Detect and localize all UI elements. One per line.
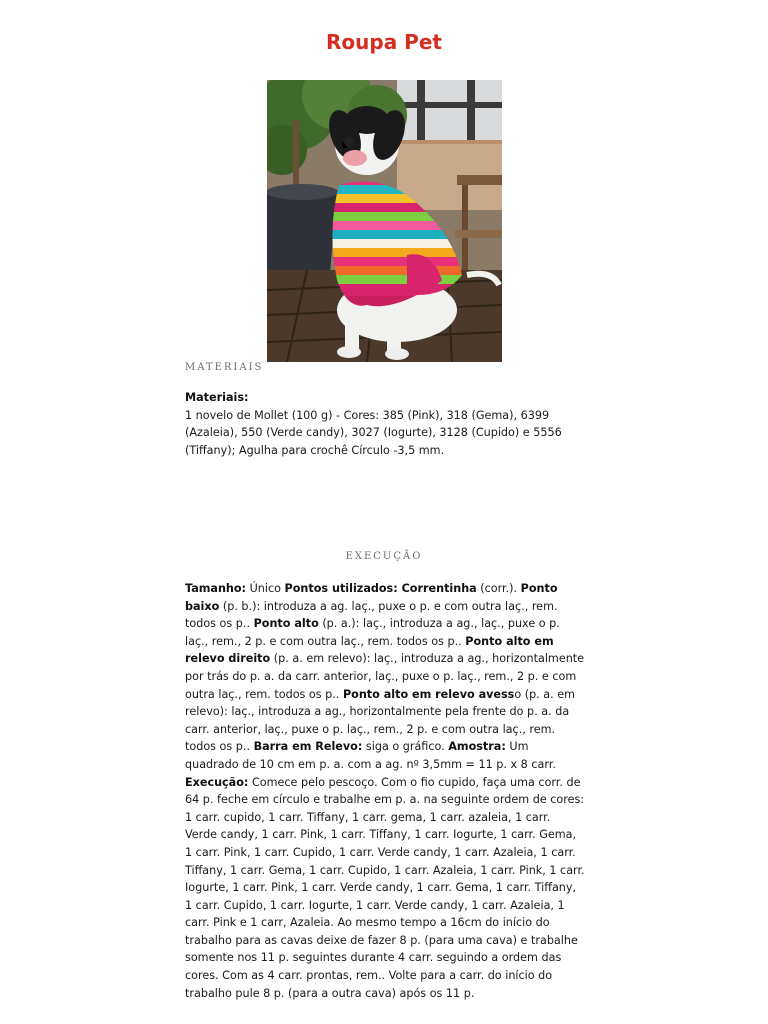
execution-run: Único (246, 582, 285, 595)
execution-run: Comece pelo pescoço. Com o fio cupido, faça uma corr. de 64 p. feche em círculo e trabalhe em p. a. na seguinte ordem de cores: 1 carr. cupido, 1 carr. Tiffany, 1 carr. gema, 1 carr. azaleia, 1 carr. Verde candy, 1 carr. Pink, 1 carr. Tiffany, 1 carr. Iogurte, 1 carr. Gema, 1 carr. Pink, 1 carr. Cupido, 1 carr. Verde candy, 1 carr. Azaleia, 1 carr. Tiffany, 1 carr. Gema, 1 carr. Cupido, 1 carr. Azaleia, 1 carr. Pink, 1 carr. Iogurte, 1 carr. Pink, 1 carr. Verde candy, 1 carr. Gema, 1 carr. Tiffany, 1 carr. Cupido, 1 carr. Iogurte, 1 carr. Verde candy, 1 carr. Azaleia, 1 carr. Pink e 1 carr, Azaleia. Ao mesmo tempo a 16cm do início do trabalho para as cavas deixe de fazer 8 p. (para uma cava) e trabalhe somente nos 11 p. seguintes durante 4 carr. seguindo a ordem das cores. Com as 4 carr. prontas, rem.. Volte para a carr. do início do trabalho pule 8 p. (para a outra cava) após os 11 p. (185, 775, 585, 1000)
execution-run: (p. b.): introduza a ag. laç., puxe o p. e com outra laç., rem. todos os p.. (185, 599, 558, 631)
execution-run: (p. a.): laç., introduza a ag., laç., puxe o p. laç., rem., 2 p. e com outra laç., rem. todos os p.. (185, 617, 560, 648)
execution-section-label: EXECUÇÃO (345, 551, 423, 562)
page-title: Roupa Pet (326, 30, 442, 54)
execution-term: Ponto alto em relevo avess (342, 687, 515, 701)
materials-heading: Materiais: (185, 391, 249, 404)
materials-section-label: MATERIAIS (185, 362, 264, 373)
execution-text (185, 580, 585, 1002)
execution-run: o (p. a. em relevo): laç., introduza a ag., horizontalmente pela frente do p. a. da carr. anterior, laç., puxe o p. laç., rem., 2 p. e com outra laç., rem. todos os p.. (185, 687, 576, 754)
execution-term: Pontos utilizados: Correntinha (284, 582, 477, 595)
execution-term: Execução: (185, 775, 249, 789)
execution-term: Ponto alto em relevo direito (185, 634, 554, 666)
execution-run: (p. a. em relevo): laç., introduza a ag., horizontalmente por trás do p. a. da carr. anterior, laç., puxe o p. laç., rem., 2 p. e com outra laç., rem. todos os p.. (185, 652, 585, 701)
execution-run: siga o gráfico. (362, 740, 449, 754)
dog-sweater-photo (267, 80, 502, 362)
execution-term: Ponto baixo (185, 582, 558, 613)
execution-term: Ponto alto (253, 617, 319, 631)
execution-term: Tamanho: (185, 582, 247, 595)
execution-term: Amostra: (448, 740, 506, 754)
execution-run: Um quadrado de 10 cm em p. a. com a ag. nº 3,5mm = 11 p. x 8 carr. (185, 740, 556, 771)
materials-text: 1 novelo de Mollet (100 g) - Cores: 385 (Pink), 318 (Gema), 6399 (Azaleia), 550 (Verde candy), 3027 (Iogurte), 3128 (Cupido) e 5556 (Tiffany); Agulha para crochê Círculo -3,5 mm. (185, 408, 562, 457)
materials-block (185, 389, 580, 459)
execution-block (185, 580, 585, 1002)
execution-run: (corr.). (476, 582, 521, 595)
execution-term: Barra em Relevo: (253, 740, 363, 754)
